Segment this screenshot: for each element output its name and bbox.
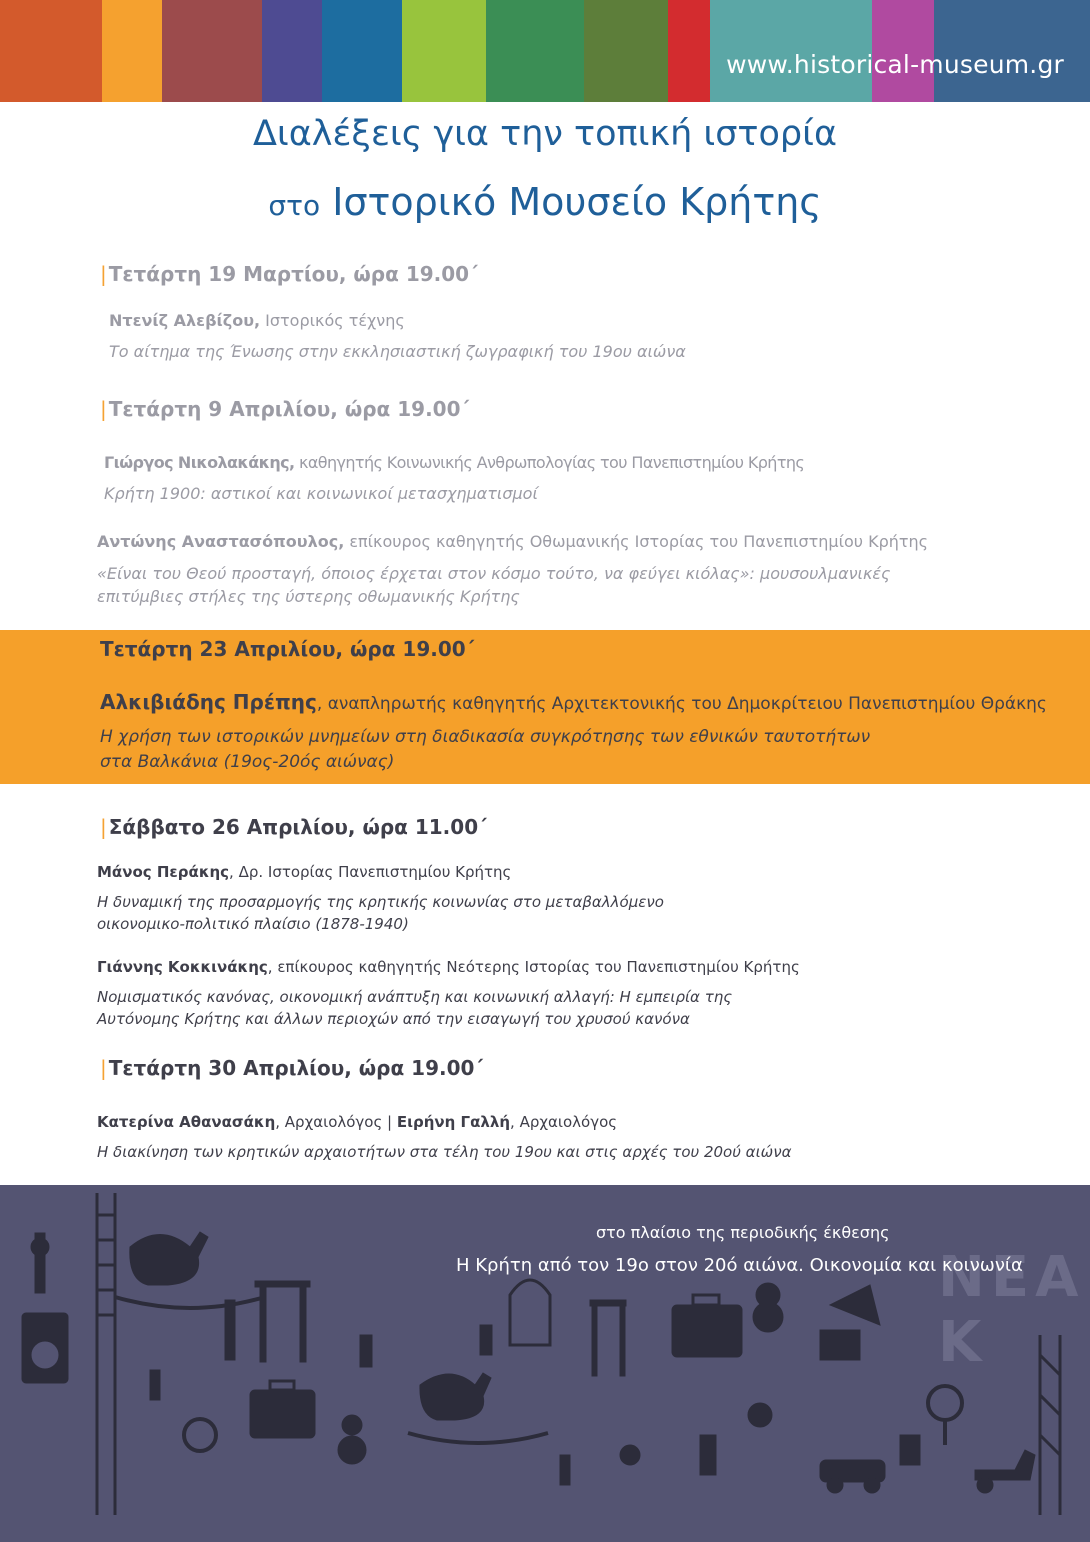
chair-icon bbox=[590, 1300, 626, 1306]
stripe-7 bbox=[486, 0, 584, 102]
talk-topic: οικονομικο-πολιτικό πλαίσιο (1878-1940) bbox=[97, 915, 409, 933]
bottle-icon bbox=[150, 1370, 160, 1400]
stripe-2 bbox=[102, 0, 162, 102]
page-subtitle bbox=[0, 180, 1090, 224]
talk-topic: επιτύμβιες στήλες της ύστερης οθωμανικής Κρήτης bbox=[97, 587, 520, 606]
footer-background-text: ΝΕΑ Κ bbox=[938, 1245, 1085, 1375]
speaker-line: Κατερίνα Αθανασάκη, Αρχαιολόγος | Ειρήνη Γαλλή, Αρχαιολόγος bbox=[97, 1113, 618, 1131]
event-date-4: | Σάββατο 26 Απριλίου, ώρα 11.00΄ bbox=[100, 815, 487, 839]
rocking-horse-icon-2 bbox=[420, 1373, 491, 1420]
ladder-icon bbox=[97, 1193, 115, 1515]
rocking-horse-icon bbox=[130, 1232, 208, 1285]
stripe-6 bbox=[402, 0, 486, 102]
subtitle-prefix: στο bbox=[268, 189, 321, 222]
speaker-line: Γιάννης Κοκκινάκης, επίκουρος καθηγητής Νεότερης Ιστορίας του Πανεπιστημίου Κρήτης bbox=[97, 958, 800, 976]
stripe-1 bbox=[0, 0, 102, 102]
stripe-5 bbox=[322, 0, 402, 102]
talk-topic: Το αίτημα της Ένωσης στην εκκλησιαστική ζωγραφική του 19ου αιώνα bbox=[109, 342, 686, 361]
talk-topic: Κρήτη 1900: αστικοί και κοινωνικοί μετασχηματισμοί bbox=[104, 484, 538, 503]
event-date-2: | Τετάρτη 9 Απριλίου, ώρα 19.00΄ bbox=[100, 397, 470, 421]
stool-icon bbox=[225, 1300, 235, 1360]
footer-exhibition-title: Η Κρήτη από τον 19ο στον 20ό αιώνα. Οικονομία και κοινωνία bbox=[456, 1255, 1023, 1276]
globe-icon bbox=[928, 1386, 962, 1420]
speaker-line: Γιώργος Νικολακάκης, καθηγητής Κοινωνικής Ανθρωπολογίας του Πανεπιστημίου Κρήτης bbox=[104, 453, 805, 472]
speaker-line: Αντώνης Αναστασόπουλος, επίκουρος καθηγητής Οθωμανικής Ιστορίας του Πανεπιστημίου Κρήτης bbox=[97, 532, 929, 551]
museum-objects-illustration bbox=[0, 1185, 1090, 1542]
speaker-line: Αλκιβιάδης Πρέπης, αναπληρωτής καθηγητής Αρχιτεκτονικής του Δημοκρίτειου Πανεπιστημίου Θράκης bbox=[100, 690, 1047, 714]
event-date-1: | Τετάρτη 19 Μαρτίου, ώρα 19.00΄ bbox=[100, 262, 478, 286]
horse-cart-icon bbox=[975, 1450, 1035, 1480]
tower-icon bbox=[1040, 1335, 1060, 1515]
suitcase-icon bbox=[250, 1390, 315, 1438]
stripe-4 bbox=[262, 0, 322, 102]
subtitle-museum-name: Ιστορικό Μουσείο Κρήτης bbox=[332, 180, 822, 224]
talk-topic: Η χρήση των ιστορικών μνημείων στη διαδικασία συγκρότησης των εθνικών ταυτοτήτων bbox=[100, 727, 871, 747]
speaker-line: Μάνος Περάκης, Δρ. Ιστορίας Πανεπιστημίου Κρήτης bbox=[97, 863, 512, 881]
museum-url-link[interactable]: www.historical-museum.gr bbox=[726, 50, 1064, 79]
event-date-3: Τετάρτη 23 Απριλίου, ώρα 19.00΄ bbox=[100, 637, 475, 661]
suitcase-icon-2 bbox=[672, 1305, 742, 1357]
talk-topic: «Είναι του Θεού προσταγή, όποιος έρχεται στον κόσμο τούτο, να φεύγει κιόλας»: μουσουλμανικές bbox=[97, 564, 891, 583]
stripe-8 bbox=[584, 0, 668, 102]
teddy-bear-icon bbox=[338, 1436, 366, 1464]
stripe-3 bbox=[162, 0, 262, 102]
birdcage-icon bbox=[510, 1280, 550, 1345]
gramophone-icon bbox=[830, 1285, 880, 1325]
event-date-5: | Τετάρτη 30 Απριλίου, ώρα 19.00΄ bbox=[100, 1056, 484, 1080]
talk-topic: Νομισματικός κανόνας, οικονομική ανάπτυξη και κοινωνική αλλαγή: Η εμπειρία της bbox=[97, 988, 733, 1006]
footer-banner bbox=[0, 1185, 1090, 1542]
talk-topic: Η δυναμική της προσαρμογής της κρητικής κοινωνίας στο μεταβαλλόμενο bbox=[97, 893, 664, 911]
stripe-9 bbox=[668, 0, 710, 102]
footer-context-line: στο πλαίσιο της περιοδικής έκθεσης bbox=[596, 1223, 890, 1242]
talk-topic: Η διακίνηση των κρητικών αρχαιοτήτων στα τέλη του 19ου και στις αρχές του 20ού αιώνα bbox=[97, 1143, 792, 1161]
talk-topic: Αυτόνομης Κρήτης και άλλων περιοχών από την εισαγωγή του χρυσού κανόνα bbox=[97, 1010, 690, 1028]
page-title: Διαλέξεις για την τοπική ιστορία bbox=[252, 114, 838, 154]
speaker-line: Ντενίζ Αλεβίζου, Ιστορικός τέχνης bbox=[109, 311, 405, 330]
talk-topic: στα Βαλκάνια (19ος-20ός αιώνας) bbox=[100, 752, 395, 772]
